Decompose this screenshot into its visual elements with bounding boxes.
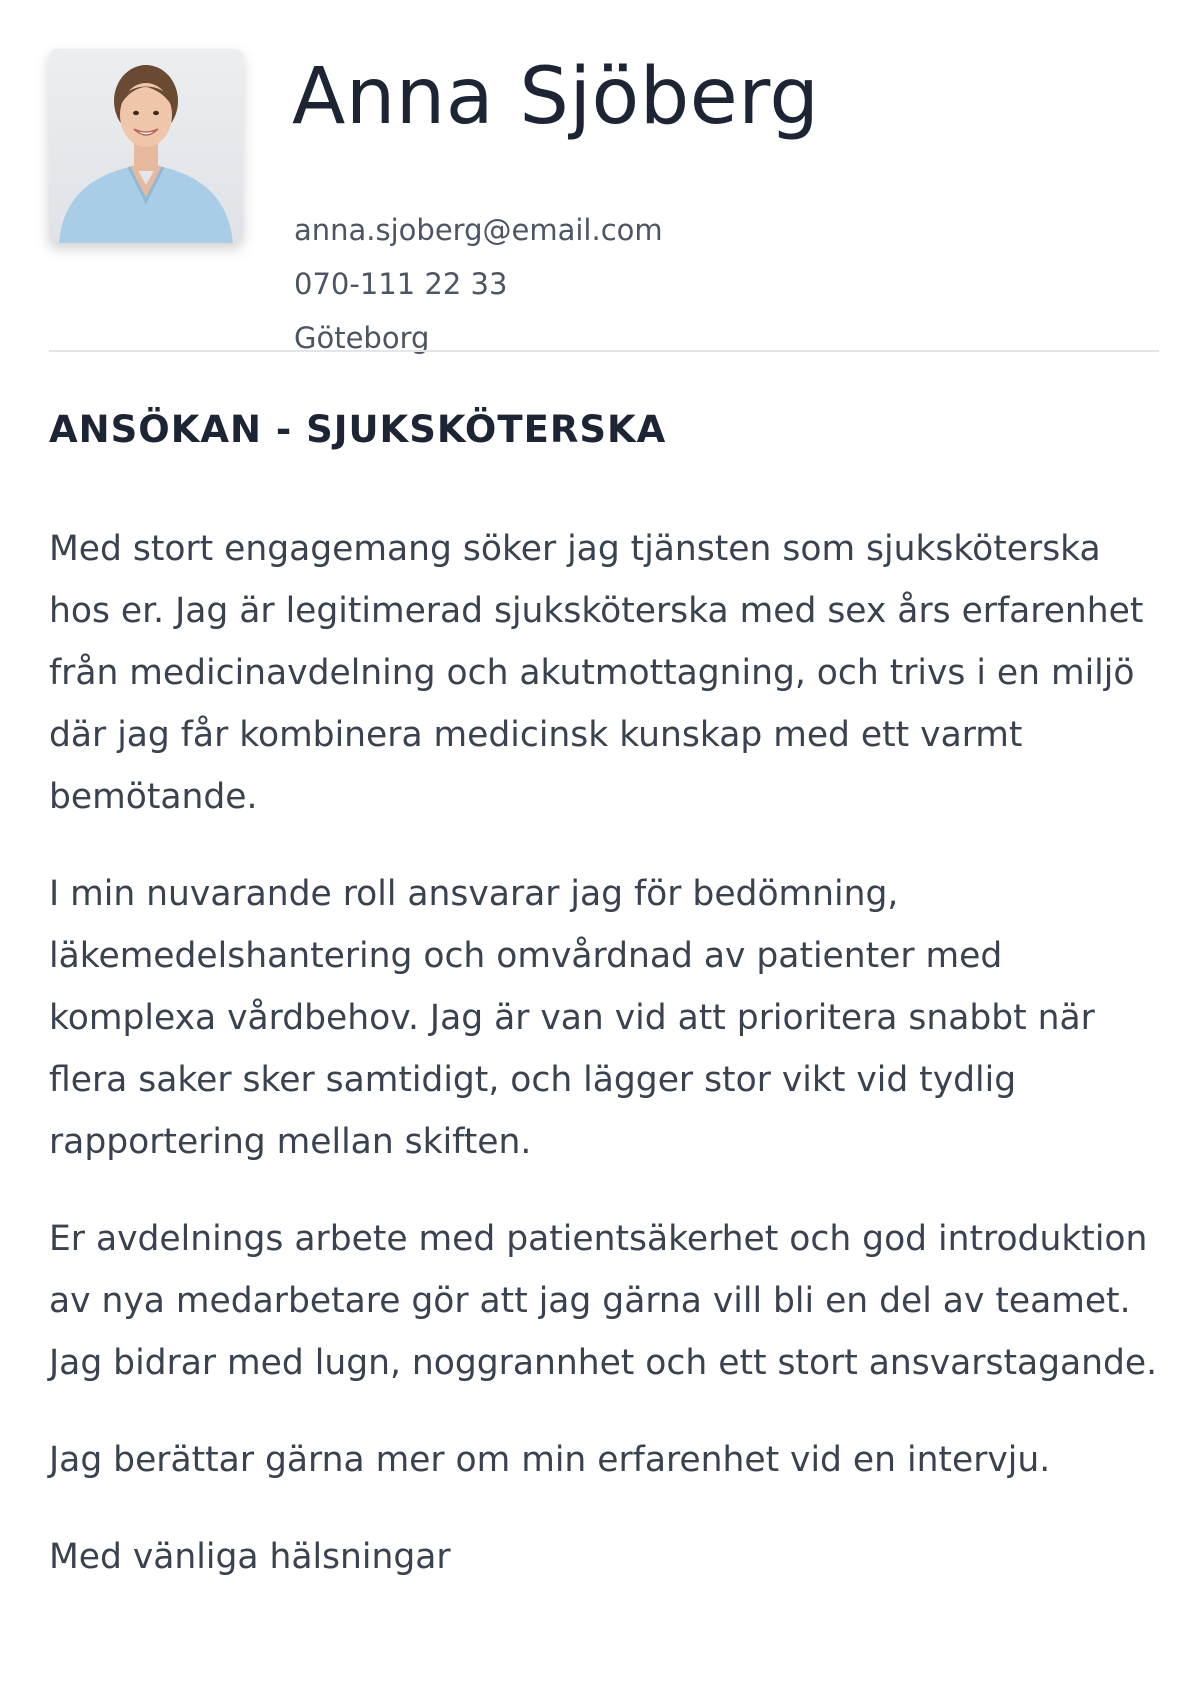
letter-paragraph: Er avdelnings arbete med patientsäkerhet och god introduktion av nya medarbetare gör att jag gärna vill bli en del av teamet. Jag bidrar med lugn, noggrannhet och ett stort ansvarstagande. <box>49 1219 1158 1383</box>
email-text: anna.sjoberg@email.com <box>294 213 663 247</box>
portrait-photo-icon <box>49 49 243 243</box>
letter-closing: Med vänliga hälsningar <box>49 1537 451 1577</box>
applicant-name: Anna Sjöberg <box>292 52 820 142</box>
letter-paragraph: Jag berättar gärna mer om min erfarenhet vid en intervju. <box>49 1440 1051 1480</box>
letter-body <box>49 518 1159 1623</box>
phone-text: 070-111 22 33 <box>294 267 508 301</box>
header-divider <box>49 350 1159 352</box>
letter-paragraph: Med stort engagemang söker jag tjänsten som sjuksköterska hos er. Jag är legitimerad sjuksköterska med sex års erfarenhet från medicinavdelning och akutmottagning, och trivs i en miljö där jag får kombinera medicinsk kunskap med ett varmt bemötande. <box>49 529 1144 817</box>
city-text: Göteborg <box>294 321 430 355</box>
contact-info <box>294 203 663 365</box>
letter-paragraph: I min nuvarande roll ansvarar jag för bedömning, läkemedelshantering och omvårdnad av patienter med komplexa vårdbehov. Jag är van vid att prioritera snabbt när flera saker sker samtidigt, och lägger stor vikt vid tydlig rapportering mellan skiften. <box>49 874 1095 1162</box>
letter-heading: ANSÖKAN - SJUKSKÖTERSKA <box>49 408 667 451</box>
profile-header <box>49 49 1159 355</box>
profile-photo <box>49 49 243 243</box>
